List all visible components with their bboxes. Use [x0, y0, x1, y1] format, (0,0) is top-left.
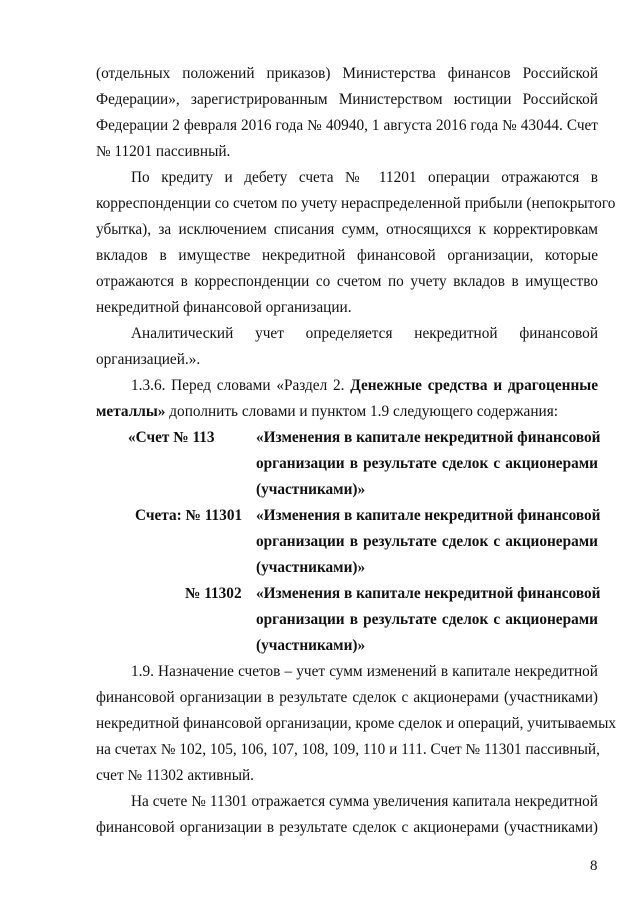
paragraph-2-line-2: корреспонденции со счетом по учету нераспределенной прибыли (непокрытого — [96, 195, 616, 212]
paragraph-5-line-3: некредитной финансовой организации, кроме сделок и операций, учитываемых — [96, 715, 616, 732]
account-11301-title-line-2: организации в результате сделок с акционерами — [256, 533, 598, 550]
account-11302-title-line-2: организации в результате сделок с акционерами — [256, 611, 598, 628]
paragraph-2-line-6: некредитной финансовой организации. — [96, 299, 352, 316]
paragraph-4-line-2 — [96, 402, 598, 422]
paragraph-5-line-5: счет № 11302 активный. — [96, 767, 254, 784]
paragraph-2-line-5: отражаются в корреспонденции со счетом по учету вкладов в имущество — [96, 273, 598, 290]
paragraph-1-line-3: Федерации 2 февраля 2016 года № 40940, 1 августа 2016 года № 43044. Счет — [96, 117, 598, 134]
paragraph-4-line-2-bold: металлы» — [96, 403, 166, 420]
paragraph-4-line-1-text: 1.3.6. Перед словами «Раздел 2. — [131, 377, 351, 394]
paragraph-2-line-4: вкладов в имуществе некредитной финансовой организации, которые — [96, 247, 598, 264]
paragraph-1-line-1: (отдельных положений приказов) Министерства финансов Российской — [96, 65, 598, 82]
account-11301-label: Счета: № 11301 — [135, 507, 243, 524]
paragraph-2-line-3: убытка), за исключением списания сумм, относящихся к корректировкам — [96, 221, 598, 238]
paragraph-5-line-2: финансовой организации в результате сделок с акционерами (участниками) — [96, 689, 598, 706]
account-11301-title-line-3: (участниками)» — [256, 559, 366, 576]
paragraph-4-line-2-text: дополнить словами и пунктом 1.9 следующего содержания: — [165, 403, 558, 420]
account-11302-title-line-1: «Изменения в капитале некредитной финансовой — [256, 585, 601, 602]
paragraph-5-line-1: 1.9. Назначение счетов – учет сумм изменений в капитале некредитной — [131, 663, 598, 680]
account-113-title-line-2: организации в результате сделок с акционерами — [256, 455, 598, 472]
account-11302-title-line-3: (участниками)» — [256, 637, 366, 654]
paragraph-1-line-2: Федерации», зарегистрированным Министерством юстиции Российской — [96, 91, 598, 108]
paragraph-6-line-2: финансовой организации в результате сделок с акционерами (участниками) — [96, 819, 598, 836]
account-113-title-line-1: «Изменения в капитале некредитной финансовой — [256, 429, 601, 446]
paragraph-1-line-4: № 11201 пассивный. — [96, 143, 231, 160]
account-11301-title-line-1: «Изменения в капитале некредитной финансовой — [256, 507, 601, 524]
paragraph-4-line-1 — [131, 376, 598, 396]
paragraph-3-line-2: организацией.». — [96, 351, 201, 368]
paragraph-4-line-1-bold: Денежные средства и драгоценные — [350, 377, 598, 394]
paragraph-6-line-1: На счете № 11301 отражается сумма увеличения капитала некредитной — [131, 793, 598, 810]
account-113-title-line-3: (участниками)» — [256, 481, 366, 498]
paragraph-2-line-1: По кредиту и дебету счета № 11201 операции отражаются в — [131, 169, 598, 186]
paragraph-5-line-4: на счетах № 102, 105, 106, 107, 108, 109, 110 и 111. Счет № 11301 пассивный, — [96, 741, 600, 758]
account-113-label: «Счет № 113 — [128, 429, 215, 446]
account-11302-label: № 11302 — [185, 585, 242, 602]
page-number: 8 — [590, 858, 598, 874]
paragraph-3-line-1: Аналитический учет определяется некредитной финансовой — [131, 325, 598, 342]
